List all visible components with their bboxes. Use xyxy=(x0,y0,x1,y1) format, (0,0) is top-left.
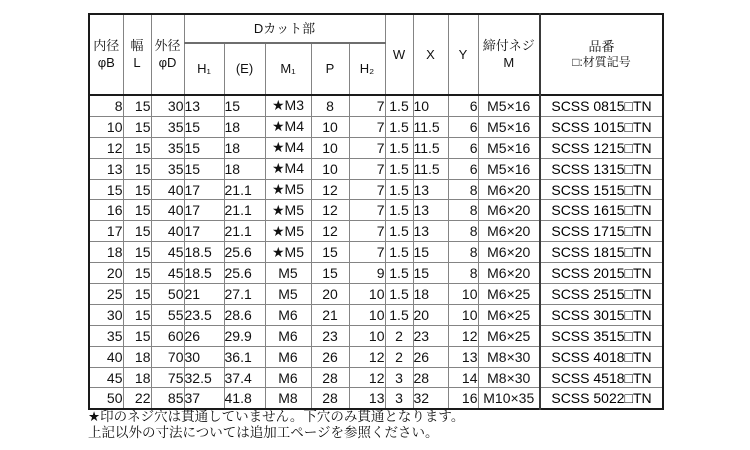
col-header-y: Y xyxy=(448,14,478,95)
table-header xyxy=(89,14,663,95)
cell-h1: 37 xyxy=(184,388,224,409)
cell-w: 2 xyxy=(385,346,413,367)
cell-e: 21.1 xyxy=(224,200,265,221)
cell-e: 18 xyxy=(224,116,265,137)
cell-y: 6 xyxy=(448,137,478,158)
cell-w: 1.5 xyxy=(385,137,413,158)
cell-width: 18 xyxy=(123,346,151,367)
cell-outer-diameter: 40 xyxy=(151,200,184,221)
cell-h2: 7 xyxy=(349,95,385,116)
table-row xyxy=(89,242,663,263)
col-header-x: X xyxy=(413,14,448,95)
cell-w: 1.5 xyxy=(385,200,413,221)
footnotes xyxy=(88,409,464,440)
cell-e: 25.6 xyxy=(224,242,265,263)
cell-m1: ★M5 xyxy=(265,242,311,263)
cell-x: 10 xyxy=(413,95,448,116)
cell-e: 37.4 xyxy=(224,367,265,388)
cell-clamp-screw: M8×30 xyxy=(478,346,540,367)
cell-clamp-screw: M6×20 xyxy=(478,263,540,284)
cell-clamp-screw: M5×16 xyxy=(478,95,540,116)
cell-inner-diameter: 10 xyxy=(89,116,123,137)
cell-e: 25.6 xyxy=(224,263,265,284)
cell-e: 18 xyxy=(224,137,265,158)
cell-x: 28 xyxy=(413,367,448,388)
cell-h2: 12 xyxy=(349,346,385,367)
cell-h1: 18.5 xyxy=(184,242,224,263)
cell-h2: 7 xyxy=(349,242,385,263)
cell-clamp-screw: M10×35 xyxy=(478,388,540,409)
cell-part-number: SCSS 0815□TN xyxy=(540,95,663,116)
cell-h1: 17 xyxy=(184,200,224,221)
cell-inner-diameter: 40 xyxy=(89,346,123,367)
cell-w: 1.5 xyxy=(385,158,413,179)
table-body xyxy=(89,95,663,409)
width-symbol: L xyxy=(133,54,141,70)
inner-diameter-symbol: φB xyxy=(97,54,115,70)
table-row xyxy=(89,325,663,346)
cell-h2: 10 xyxy=(349,325,385,346)
cell-w: 3 xyxy=(385,367,413,388)
cell-inner-diameter: 25 xyxy=(89,284,123,305)
cell-p: 10 xyxy=(311,158,349,179)
cell-h2: 7 xyxy=(349,179,385,200)
cell-p: 26 xyxy=(311,346,349,367)
cell-part-number: SCSS 1615□TN xyxy=(540,200,663,221)
cell-p: 12 xyxy=(311,221,349,242)
table-row xyxy=(89,388,663,409)
cell-m1: M6 xyxy=(265,325,311,346)
cell-x: 18 xyxy=(413,284,448,305)
cell-m1: M8 xyxy=(265,388,311,409)
cell-outer-diameter: 75 xyxy=(151,367,184,388)
width-label: 幅 xyxy=(130,38,144,54)
col-header-h1: H₁ xyxy=(184,43,224,95)
cell-x: 11.5 xyxy=(413,137,448,158)
table-row xyxy=(89,95,663,116)
table-row xyxy=(89,137,663,158)
cell-h2: 13 xyxy=(349,388,385,409)
cell-inner-diameter: 50 xyxy=(89,388,123,409)
cell-x: 11.5 xyxy=(413,158,448,179)
cell-m1: M5 xyxy=(265,284,311,305)
cell-y: 8 xyxy=(448,200,478,221)
cell-inner-diameter: 20 xyxy=(89,263,123,284)
cell-outer-diameter: 40 xyxy=(151,179,184,200)
cell-width: 15 xyxy=(123,304,151,325)
cell-h1: 32.5 xyxy=(184,367,224,388)
cell-h1: 15 xyxy=(184,116,224,137)
cell-m1: M6 xyxy=(265,367,311,388)
cell-h1: 23.5 xyxy=(184,304,224,325)
cell-width: 15 xyxy=(123,95,151,116)
cell-clamp-screw: M5×16 xyxy=(478,137,540,158)
cell-w: 1.5 xyxy=(385,116,413,137)
cell-p: 21 xyxy=(311,304,349,325)
cell-p: 20 xyxy=(311,284,349,305)
cell-m1: ★M5 xyxy=(265,179,311,200)
cell-y: 8 xyxy=(448,221,478,242)
cell-width: 15 xyxy=(123,179,151,200)
cell-x: 32 xyxy=(413,388,448,409)
cell-x: 13 xyxy=(413,221,448,242)
cell-width: 15 xyxy=(123,137,151,158)
cell-clamp-screw: M6×25 xyxy=(478,325,540,346)
cell-e: 15 xyxy=(224,95,265,116)
table-row xyxy=(89,179,663,200)
table-row xyxy=(89,367,663,388)
cell-w: 1.5 xyxy=(385,95,413,116)
cell-width: 15 xyxy=(123,325,151,346)
cell-h2: 9 xyxy=(349,263,385,284)
cell-part-number: SCSS 1815□TN xyxy=(540,242,663,263)
cell-h2: 7 xyxy=(349,221,385,242)
cell-clamp-screw: M5×16 xyxy=(478,116,540,137)
inner-diameter-label: 内径 xyxy=(93,38,120,54)
cell-inner-diameter: 45 xyxy=(89,367,123,388)
col-header-clamp-screw xyxy=(478,14,540,95)
col-header-m1: M₁ xyxy=(265,43,311,95)
cell-m1: ★M5 xyxy=(265,221,311,242)
cell-width: 15 xyxy=(123,116,151,137)
outer-diameter-symbol: φD xyxy=(158,54,177,70)
table-row xyxy=(89,200,663,221)
clamp-screw-symbol: M xyxy=(503,54,515,70)
cell-p: 12 xyxy=(311,179,349,200)
cell-x: 26 xyxy=(413,346,448,367)
cell-clamp-screw: M6×20 xyxy=(478,242,540,263)
cell-part-number: SCSS 3015□TN xyxy=(540,304,663,325)
material-symbol-note: □:材質記号 xyxy=(572,55,631,70)
cell-e: 18 xyxy=(224,158,265,179)
cell-p: 23 xyxy=(311,325,349,346)
cell-w: 3 xyxy=(385,388,413,409)
table-row xyxy=(89,284,663,305)
table-row xyxy=(89,221,663,242)
table-row xyxy=(89,346,663,367)
cell-p: 15 xyxy=(311,242,349,263)
col-header-width xyxy=(123,14,151,95)
cell-outer-diameter: 45 xyxy=(151,242,184,263)
cell-part-number: SCSS 1715□TN xyxy=(540,221,663,242)
cell-m1: ★M5 xyxy=(265,200,311,221)
cell-e: 36.1 xyxy=(224,346,265,367)
cell-x: 11.5 xyxy=(413,116,448,137)
cell-m1: ★M4 xyxy=(265,116,311,137)
cell-p: 10 xyxy=(311,137,349,158)
cell-h2: 10 xyxy=(349,304,385,325)
cell-h1: 17 xyxy=(184,221,224,242)
cell-clamp-screw: M6×20 xyxy=(478,179,540,200)
cell-h2: 7 xyxy=(349,137,385,158)
cell-inner-diameter: 18 xyxy=(89,242,123,263)
cell-e: 41.8 xyxy=(224,388,265,409)
cell-m1: M6 xyxy=(265,346,311,367)
cell-outer-diameter: 35 xyxy=(151,137,184,158)
cell-part-number: SCSS 1215□TN xyxy=(540,137,663,158)
cell-p: 10 xyxy=(311,116,349,137)
cell-p: 15 xyxy=(311,263,349,284)
col-header-w: W xyxy=(385,14,413,95)
cell-e: 29.9 xyxy=(224,325,265,346)
cell-e: 21.1 xyxy=(224,179,265,200)
cell-h2: 7 xyxy=(349,116,385,137)
cell-inner-diameter: 16 xyxy=(89,200,123,221)
cell-part-number: SCSS 1015□TN xyxy=(540,116,663,137)
cell-y: 8 xyxy=(448,179,478,200)
cell-part-number: SCSS 2515□TN xyxy=(540,284,663,305)
cell-clamp-screw: M8×30 xyxy=(478,367,540,388)
cell-h2: 10 xyxy=(349,284,385,305)
cell-clamp-screw: M5×16 xyxy=(478,158,540,179)
cell-outer-diameter: 35 xyxy=(151,116,184,137)
cell-part-number: SCSS 4018□TN xyxy=(540,346,663,367)
cell-y: 8 xyxy=(448,242,478,263)
cell-outer-diameter: 45 xyxy=(151,263,184,284)
cell-x: 15 xyxy=(413,242,448,263)
cell-clamp-screw: M6×20 xyxy=(478,221,540,242)
cell-h1: 18.5 xyxy=(184,263,224,284)
cell-outer-diameter: 55 xyxy=(151,304,184,325)
cell-y: 10 xyxy=(448,304,478,325)
cell-inner-diameter: 17 xyxy=(89,221,123,242)
col-header-inner-diameter xyxy=(89,14,123,95)
footnote-custom-dimensions: 上記以外の寸法については追加工ページを参照ください。 xyxy=(88,424,439,440)
cell-outer-diameter: 70 xyxy=(151,346,184,367)
cell-p: 28 xyxy=(311,367,349,388)
cell-x: 13 xyxy=(413,200,448,221)
cell-m1: ★M4 xyxy=(265,158,311,179)
cell-w: 1.5 xyxy=(385,304,413,325)
cell-h1: 15 xyxy=(184,158,224,179)
cell-x: 15 xyxy=(413,263,448,284)
cell-clamp-screw: M6×25 xyxy=(478,284,540,305)
cell-x: 20 xyxy=(413,304,448,325)
cell-w: 1.5 xyxy=(385,179,413,200)
table-row xyxy=(89,158,663,179)
table-row xyxy=(89,116,663,137)
cell-inner-diameter: 30 xyxy=(89,304,123,325)
cell-width: 18 xyxy=(123,367,151,388)
table-row xyxy=(89,304,663,325)
cell-y: 6 xyxy=(448,95,478,116)
cell-width: 22 xyxy=(123,388,151,409)
cell-h2: 7 xyxy=(349,200,385,221)
cell-w: 1.5 xyxy=(385,242,413,263)
cell-m1: ★M3 xyxy=(265,95,311,116)
cell-inner-diameter: 12 xyxy=(89,137,123,158)
col-group-dcut: Dカット部 xyxy=(184,14,385,43)
cell-y: 13 xyxy=(448,346,478,367)
cell-m1: M6 xyxy=(265,304,311,325)
cell-y: 12 xyxy=(448,325,478,346)
cell-part-number: SCSS 3515□TN xyxy=(540,325,663,346)
cell-part-number: SCSS 5022□TN xyxy=(540,388,663,409)
cell-w: 2 xyxy=(385,325,413,346)
col-header-e: (E) xyxy=(224,43,265,95)
cell-part-number: SCSS 1515□TN xyxy=(540,179,663,200)
cell-m1: M5 xyxy=(265,263,311,284)
cell-width: 15 xyxy=(123,284,151,305)
cell-inner-diameter: 35 xyxy=(89,325,123,346)
cell-p: 8 xyxy=(311,95,349,116)
outer-diameter-label: 外径 xyxy=(154,38,181,54)
cell-part-number: SCSS 2015□TN xyxy=(540,263,663,284)
cell-p: 12 xyxy=(311,200,349,221)
col-header-p: P xyxy=(311,43,349,95)
clamp-screw-label: 締付ネジ xyxy=(482,38,535,54)
col-header-part-number xyxy=(540,14,663,95)
cell-x: 23 xyxy=(413,325,448,346)
cell-inner-diameter: 13 xyxy=(89,158,123,179)
cell-y: 14 xyxy=(448,367,478,388)
cell-e: 28.6 xyxy=(224,304,265,325)
cell-h1: 13 xyxy=(184,95,224,116)
cell-outer-diameter: 50 xyxy=(151,284,184,305)
cell-h1: 15 xyxy=(184,137,224,158)
cell-clamp-screw: M6×25 xyxy=(478,304,540,325)
cell-h1: 30 xyxy=(184,346,224,367)
cell-width: 15 xyxy=(123,200,151,221)
cell-x: 13 xyxy=(413,179,448,200)
cell-part-number: SCSS 4518□TN xyxy=(540,367,663,388)
footnote-thread-hole: ★印のネジ穴は貫通していません。下穴のみ貫通となります。 xyxy=(88,409,465,424)
cell-width: 15 xyxy=(123,263,151,284)
cell-width: 15 xyxy=(123,221,151,242)
cell-inner-diameter: 8 xyxy=(89,95,123,116)
col-header-h2: H₂ xyxy=(349,43,385,95)
cell-e: 21.1 xyxy=(224,221,265,242)
cell-width: 15 xyxy=(123,242,151,263)
cell-e: 27.1 xyxy=(224,284,265,305)
cell-y: 8 xyxy=(448,263,478,284)
cell-part-number: SCSS 1315□TN xyxy=(540,158,663,179)
part-number-label: 品番 xyxy=(588,38,615,54)
cell-w: 1.5 xyxy=(385,221,413,242)
cell-width: 15 xyxy=(123,158,151,179)
cell-w: 1.5 xyxy=(385,284,413,305)
table-row xyxy=(89,263,663,284)
cell-p: 28 xyxy=(311,388,349,409)
cell-outer-diameter: 60 xyxy=(151,325,184,346)
cell-h2: 7 xyxy=(349,158,385,179)
cell-h2: 12 xyxy=(349,367,385,388)
cell-w: 1.5 xyxy=(385,263,413,284)
cell-inner-diameter: 15 xyxy=(89,179,123,200)
cell-outer-diameter: 30 xyxy=(151,95,184,116)
cell-y: 16 xyxy=(448,388,478,409)
col-header-outer-diameter xyxy=(151,14,184,95)
cell-outer-diameter: 40 xyxy=(151,221,184,242)
cell-m1: ★M4 xyxy=(265,137,311,158)
cell-y: 10 xyxy=(448,284,478,305)
cell-y: 6 xyxy=(448,158,478,179)
cell-h1: 26 xyxy=(184,325,224,346)
cell-outer-diameter: 85 xyxy=(151,388,184,409)
cell-y: 6 xyxy=(448,116,478,137)
cell-clamp-screw: M6×20 xyxy=(478,200,540,221)
cell-outer-diameter: 35 xyxy=(151,158,184,179)
dimension-spec-table xyxy=(88,13,664,410)
cell-h1: 21 xyxy=(184,284,224,305)
cell-h1: 17 xyxy=(184,179,224,200)
